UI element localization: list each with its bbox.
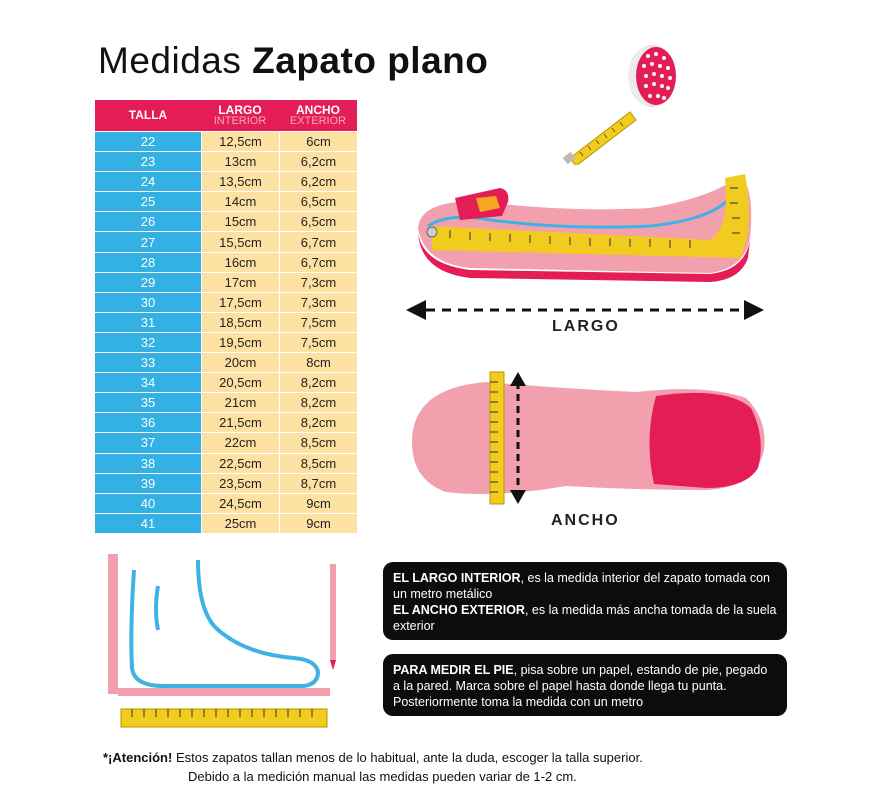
length-cell: 15,5cm [202, 232, 279, 251]
footer-line-2: Debido a la medición manual las medidas pueden variar de 1-2 cm. [188, 769, 577, 784]
table-row [95, 253, 357, 272]
width-cell: 9cm [280, 494, 357, 513]
page-title [98, 40, 488, 82]
width-cell: 9cm [280, 514, 357, 533]
length-cell: 24,5cm [202, 494, 279, 513]
width-cell: 8,2cm [280, 373, 357, 392]
table-row [95, 132, 357, 151]
header-size [95, 100, 201, 131]
length-cell: 13,5cm [202, 172, 279, 191]
width-cell: 7,5cm [280, 313, 357, 332]
info-foot-title: PARA MEDIR EL PIE [393, 663, 514, 677]
width-cell: 6,7cm [280, 253, 357, 272]
size-cell: 22 [95, 132, 201, 151]
width-cell: 7,3cm [280, 293, 357, 312]
footer-warning: *¡Atención! [103, 750, 173, 765]
width-cell: 6,7cm [280, 232, 357, 251]
length-cell: 25cm [202, 514, 279, 533]
header-width-sub: EXTERIOR [289, 114, 347, 127]
table-row [95, 192, 357, 211]
size-cell: 39 [95, 474, 201, 493]
length-label: LARGO [552, 318, 620, 335]
info-width-title: EL ANCHO EXTERIOR [393, 603, 525, 617]
table-row [95, 333, 357, 352]
length-cell: 20cm [202, 353, 279, 372]
tape-measure-roll-icon [560, 40, 680, 165]
header-length-label: LARGO [218, 102, 262, 117]
table-row [95, 433, 357, 452]
width-cell: 6cm [280, 132, 357, 151]
size-cell: 33 [95, 353, 201, 372]
width-cell: 7,5cm [280, 333, 357, 352]
length-cell: 16cm [202, 253, 279, 272]
header-length [201, 100, 279, 131]
width-cell: 8cm [280, 353, 357, 372]
table-row [95, 353, 357, 372]
table-row [95, 474, 357, 493]
size-cell: 23 [95, 152, 201, 171]
foot-outline-icon [104, 550, 340, 700]
length-cell: 14cm [202, 192, 279, 211]
table-row [95, 152, 357, 171]
size-cell: 37 [95, 433, 201, 452]
size-cell: 31 [95, 313, 201, 332]
size-cell: 40 [95, 494, 201, 513]
table-row [95, 514, 357, 533]
width-cell: 7,3cm [280, 273, 357, 292]
size-cell: 26 [95, 212, 201, 231]
table-row [95, 293, 357, 312]
header-width-label: ANCHO [296, 102, 340, 117]
size-cell: 32 [95, 333, 201, 352]
length-cell: 22cm [202, 433, 279, 452]
length-cell: 23,5cm [202, 474, 279, 493]
width-label: ANCHO [551, 512, 620, 529]
length-cell: 20,5cm [202, 373, 279, 392]
info-box-foot [383, 654, 787, 716]
length-cell: 17cm [202, 273, 279, 292]
table-row [95, 494, 357, 513]
width-cell: 8,7cm [280, 474, 357, 493]
info-width-text: , es la medida más ancha tomada de la suela exterior [393, 603, 777, 633]
length-cell: 13cm [202, 152, 279, 171]
width-cell: 8,2cm [280, 413, 357, 432]
footer-line-1 [103, 748, 643, 767]
flat-shoe-side-icon [410, 168, 760, 288]
size-cell: 36 [95, 413, 201, 432]
size-cell: 41 [95, 514, 201, 533]
size-cell: 30 [95, 293, 201, 312]
length-cell: 21cm [202, 393, 279, 412]
size-cell: 34 [95, 373, 201, 392]
size-cell: 29 [95, 273, 201, 292]
length-cell: 18,5cm [202, 313, 279, 332]
info-length-text: , es la medida interior del zapato tomada con un metro metálico [393, 571, 771, 601]
length-cell: 19,5cm [202, 333, 279, 352]
width-cell: 6,5cm [280, 212, 357, 231]
size-cell: 25 [95, 192, 201, 211]
width-cell: 8,5cm [280, 454, 357, 473]
footer-text-1: Estos zapatos tallan menos de lo habitual, ante la duda, escoger la talla superior. [172, 750, 643, 765]
size-cell: 28 [95, 253, 201, 272]
info-foot-text: , pisa sobre un papel, estando de pie, pegado a la pared. Marca sobre el papel hasta donde llega tu punta. Posteriormente toma la medida con un metro [393, 663, 768, 709]
header-width [279, 100, 357, 131]
table-row [95, 273, 357, 292]
table-row [95, 393, 357, 412]
info-length-title: EL LARGO INTERIOR [393, 571, 521, 585]
size-cell: 35 [95, 393, 201, 412]
width-cell: 6,2cm [280, 152, 357, 171]
table-row [95, 232, 357, 251]
shoe-sole-icon [406, 368, 772, 512]
length-cell: 12,5cm [202, 132, 279, 151]
table-header [95, 100, 357, 131]
table-row [95, 454, 357, 473]
length-cell: 21,5cm [202, 413, 279, 432]
table-row [95, 413, 357, 432]
header-length-sub: INTERIOR [213, 114, 267, 127]
ruler-icon [120, 708, 328, 728]
width-cell: 6,2cm [280, 172, 357, 191]
table-row [95, 212, 357, 231]
table-body [95, 132, 357, 533]
width-cell: 6,5cm [280, 192, 357, 211]
title-regular: Medidas [98, 40, 242, 81]
length-cell: 22,5cm [202, 454, 279, 473]
size-cell: 27 [95, 232, 201, 251]
size-table [95, 100, 357, 533]
title-bold: Zapato plano [252, 40, 489, 81]
table-row [95, 172, 357, 191]
size-cell: 24 [95, 172, 201, 191]
size-cell: 38 [95, 454, 201, 473]
length-cell: 17,5cm [202, 293, 279, 312]
width-cell: 8,2cm [280, 393, 357, 412]
width-cell: 8,5cm [280, 433, 357, 452]
header-size-label: TALLA [128, 108, 168, 122]
table-row [95, 373, 357, 392]
length-cell: 15cm [202, 212, 279, 231]
info-box-measures [383, 562, 787, 640]
table-row [95, 313, 357, 332]
